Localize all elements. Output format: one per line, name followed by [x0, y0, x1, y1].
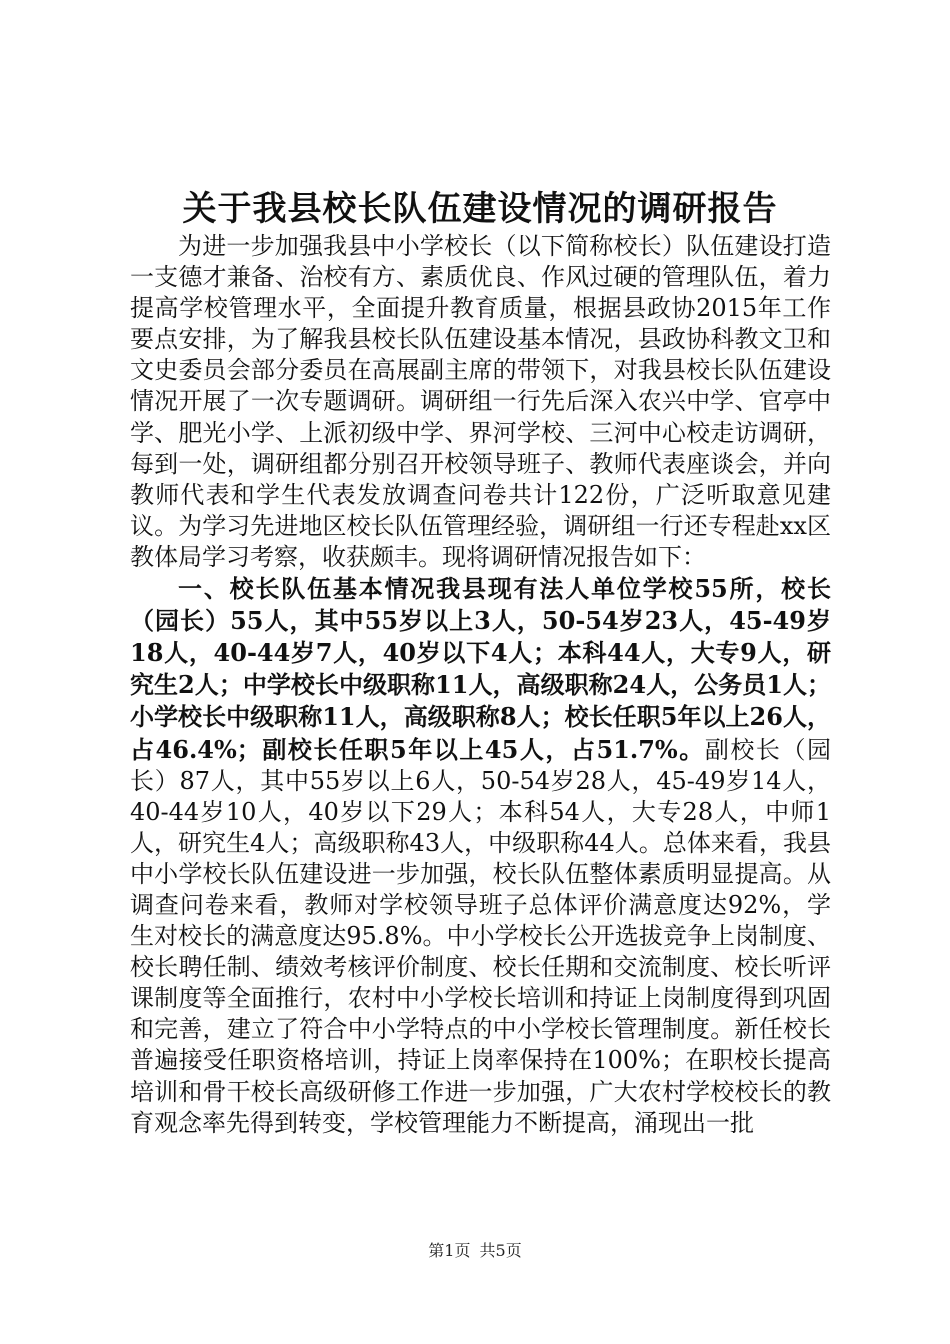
document-title: 关于我县校长队伍建设情况的调研报告: [182, 189, 778, 229]
section1-heading: 一、校长队伍基本情况: [178, 574, 437, 604]
page-total: 共5页: [479, 1241, 522, 1260]
section1-paragraph: [130, 573, 831, 1139]
section1-bold-text: 我县现有法人单位学校55所，校长（园长）55人，其中55岁以上3人，50-54岁23人，45-49岁18人，40-44岁7人，40岁以下4人；本科44人，大专9人，研究生2人；中学校长中级职称11人，高级职称24人，公务员1人；小学校长中级职称11人，高级职称8人；校长任职5年以上26人，占46.4%；副校长任职5年以上45人，占51.7%。: [130, 574, 831, 764]
section1-text: 副校长（园长）87人，其中55岁以上6人，50-54岁28人，45-49岁14人，40-44岁10人，40岁以下29人；本科54人，大专28人，中师1人，研究生4人；高级职称43人，中级职称44人。总体来看，我县中小学校长队伍建设进一步加强，校长队伍整体素质明显提高。从调查问卷来看，教师对学校领导班子总体评价满意度达92%，学生对校长的满意度达95.8%。中小学校长公开选拔竞争上岗制度、校长聘任制、绩效考核评价制度、校长任期和交流制度、校长听评课制度等全面推行，农村中小学校长培训和持证上岗制度得到巩固和完善，建立了符合中小学特点的中小学校长管理制度。新任校长普遍接受任职资格培训，持证上岗率保持在100%；在职校长提高培训和骨干校长高级研修工作进一步加强，广大农村学校校长的教育观念率先得到转变，学校管理能力不断提高，涌现出一批: [130, 735, 831, 1137]
document-body: [130, 231, 831, 1139]
page-number: 第1页: [428, 1241, 471, 1260]
page-footer: [0, 1240, 950, 1262]
intro-paragraph: 为进一步加强我县中小学校长（以下简称校长）队伍建设打造一支德才兼备、治校有方、素质优良、作风过硬的管理队伍，着力提高学校管理水平，全面提升教育质量，根据县政协2015年工作要点安排，为了解我县校长队伍建设基本情况，县政协科教文卫和文史委员会部分委员在高展副主席的带领下，对我县校长队伍建设情况开展了一次专题调研。调研组一行先后深入农兴中学、官亭中学、肥光小学、上派初级中学、界河学校、三河中心校走访调研，每到一处，调研组都分别召开校领导班子、教师代表座谈会，并向教师代表和学生代表发放调查问卷共计122份，广泛听取意见建议。为学习先进地区校长队伍管理经验，调研组一行还专程赴xx区教体局学习考察，收获颇丰。现将调研情况报告如下：: [130, 232, 831, 571]
